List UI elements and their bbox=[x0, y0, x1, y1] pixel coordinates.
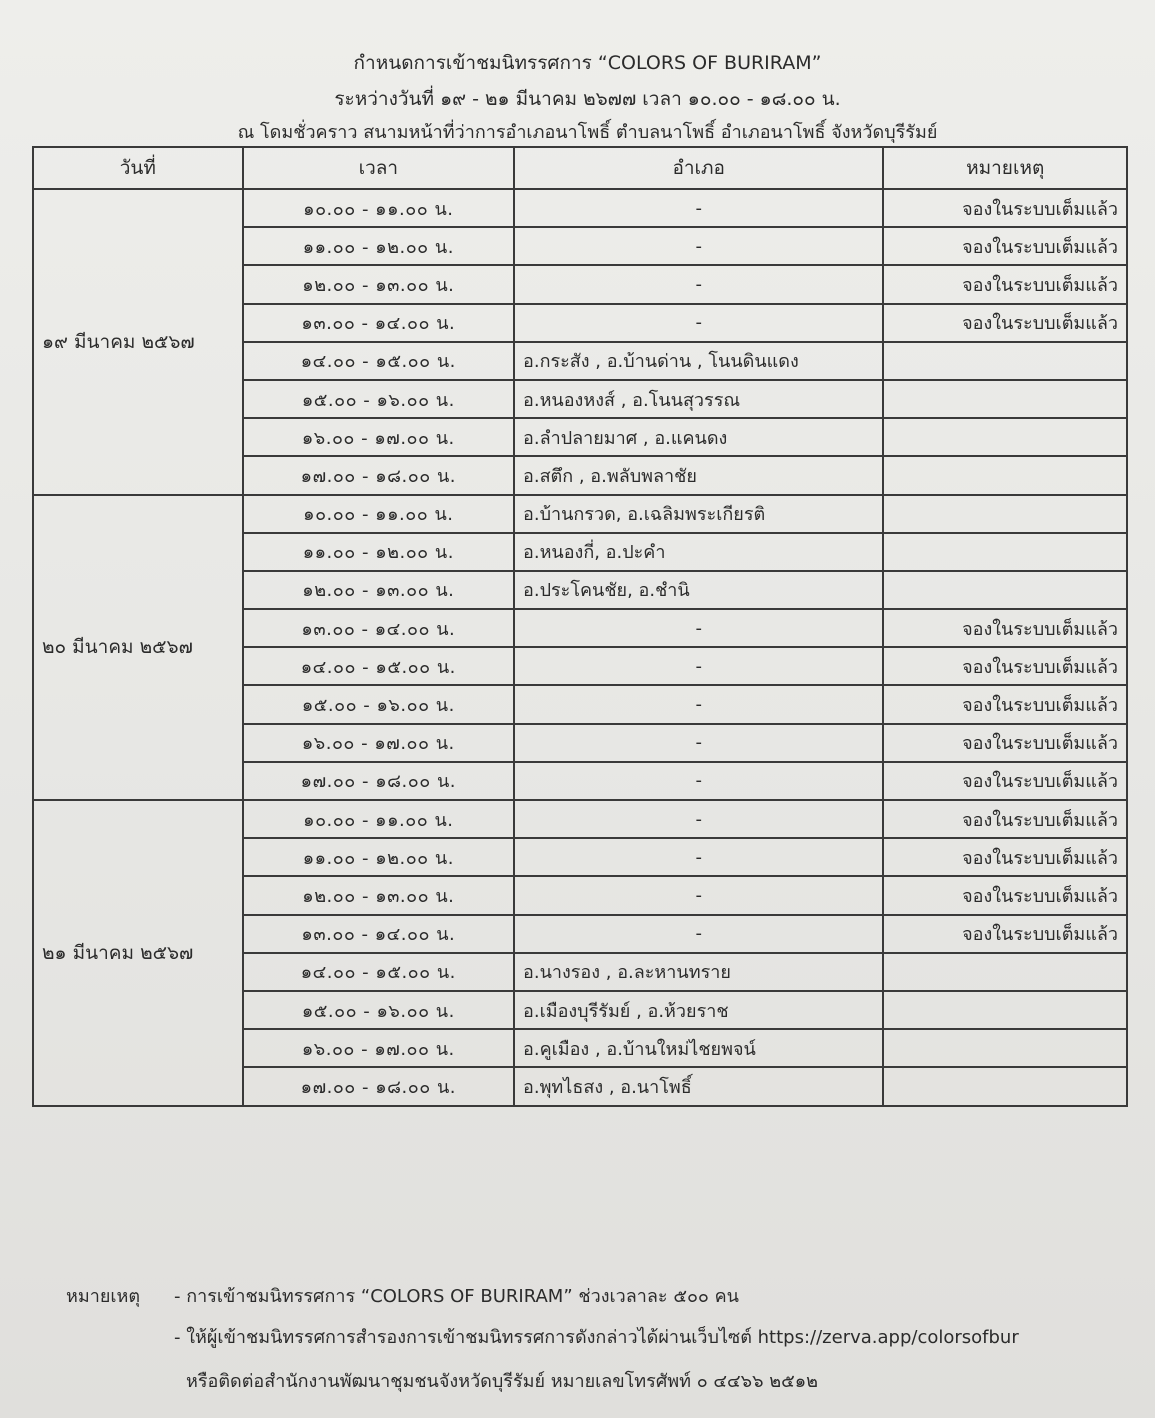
district-cell: - bbox=[514, 800, 883, 838]
document-date-range: ระหว่างวันที่ ๑๙ - ๒๑ มีนาคม ๒๖๗๗ เวลา ๑๐.๐๐ - ๑๘.๐๐ น. bbox=[334, 88, 841, 110]
date-cell: ๑๙ มีนาคม ๒๕๖๗ bbox=[33, 189, 243, 495]
time-cell: ๑๐.๐๐ - ๑๑.๐๐ น. bbox=[243, 189, 514, 227]
time-cell: ๑๖.๐๐ - ๑๗.๐๐ น. bbox=[243, 418, 514, 456]
note-cell bbox=[883, 456, 1127, 494]
note-cell: จองในระบบเต็มแล้ว bbox=[883, 876, 1127, 914]
table-row bbox=[33, 800, 1127, 838]
time-cell: ๑๒.๐๐ - ๑๓.๐๐ น. bbox=[243, 265, 514, 303]
schedule-body bbox=[33, 189, 1127, 1106]
table-row bbox=[33, 189, 1127, 227]
time-cell: ๑๖.๐๐ - ๑๗.๐๐ น. bbox=[243, 724, 514, 762]
footer-label: หมายเหตุ bbox=[66, 1286, 141, 1307]
district-cell: อ.เมืองบุรีรัมย์ , อ.ห้วยราช bbox=[514, 991, 883, 1029]
table-row bbox=[33, 495, 1127, 533]
district-cell: - bbox=[514, 265, 883, 303]
note-cell: จองในระบบเต็มแล้ว bbox=[883, 647, 1127, 685]
column-header-district: อำเภอ bbox=[514, 147, 883, 189]
district-cell: - bbox=[514, 227, 883, 265]
time-cell: ๑๒.๐๐ - ๑๓.๐๐ น. bbox=[243, 571, 514, 609]
column-header-date: วันที่ bbox=[33, 147, 243, 189]
note-cell: จองในระบบเต็มแล้ว bbox=[883, 609, 1127, 647]
district-cell: - bbox=[514, 685, 883, 723]
footer-line-1: - การเข้าชมนิทรรศการ “COLORS OF BURIRAM” ช่วงเวลาละ ๕๐๐ คน bbox=[174, 1286, 739, 1307]
footer-line-3: หรือติดต่อสำนักงานพัฒนาชุมชนจังหวัดบุรีรัมย์ หมายเลขโทรศัพท์ ๐ ๔๔๖๖ ๒๕๑๒ bbox=[186, 1371, 819, 1392]
note-cell: จองในระบบเต็มแล้ว bbox=[883, 265, 1127, 303]
document-venue: ณ โดมชั่วคราว สนามหน้าที่ว่าการอำเภอนาโพธิ์ ตำบลนาโพธิ์ อำเภอนาโพธิ์ จังหวัดบุรีรัมย์ bbox=[237, 122, 938, 143]
note-cell bbox=[883, 418, 1127, 456]
time-cell: ๑๑.๐๐ - ๑๒.๐๐ น. bbox=[243, 227, 514, 265]
table-header-row bbox=[33, 147, 1127, 189]
footer-line-2: - ให้ผู้เข้าชมนิทรรศการสำรองการเข้าชมนิทรรศการดังกล่าวได้ผ่านเว็บไซต์ https://zerva.app/colorsofbur bbox=[174, 1327, 1019, 1348]
note-cell bbox=[883, 571, 1127, 609]
district-cell: - bbox=[514, 762, 883, 800]
time-cell: ๑๖.๐๐ - ๑๗.๐๐ น. bbox=[243, 1029, 514, 1067]
time-cell: ๑๔.๐๐ - ๑๕.๐๐ น. bbox=[243, 953, 514, 991]
note-cell bbox=[883, 1067, 1127, 1105]
date-cell: ๒๑ มีนาคม ๒๕๖๗ bbox=[33, 800, 243, 1106]
note-cell bbox=[883, 495, 1127, 533]
time-cell: ๑๔.๐๐ - ๑๕.๐๐ น. bbox=[243, 647, 514, 685]
district-cell: อ.สตึก , อ.พลับพลาชัย bbox=[514, 456, 883, 494]
note-cell bbox=[883, 953, 1127, 991]
district-cell: อ.นางรอง , อ.ละหานทราย bbox=[514, 953, 883, 991]
note-cell: จองในระบบเต็มแล้ว bbox=[883, 304, 1127, 342]
document-title: กำหนดการเข้าชมนิทรรศการ “COLORS OF BURIRAM” bbox=[353, 52, 822, 74]
district-cell: อ.กระสัง , อ.บ้านด่าน , โนนดินแดง bbox=[514, 342, 883, 380]
district-cell: - bbox=[514, 876, 883, 914]
note-cell bbox=[883, 533, 1127, 571]
time-cell: ๑๗.๐๐ - ๑๘.๐๐ น. bbox=[243, 1067, 514, 1105]
time-cell: ๑๗.๐๐ - ๑๘.๐๐ น. bbox=[243, 456, 514, 494]
district-cell: อ.ลำปลายมาศ , อ.แคนดง bbox=[514, 418, 883, 456]
date-cell: ๒๐ มีนาคม ๒๕๖๗ bbox=[33, 495, 243, 801]
time-cell: ๑๓.๐๐ - ๑๔.๐๐ น. bbox=[243, 609, 514, 647]
note-cell: จองในระบบเต็มแล้ว bbox=[883, 685, 1127, 723]
time-cell: ๑๕.๐๐ - ๑๖.๐๐ น. bbox=[243, 685, 514, 723]
district-cell: อ.คูเมือง , อ.บ้านใหม่ไชยพจน์ bbox=[514, 1029, 883, 1067]
district-cell: - bbox=[514, 647, 883, 685]
time-cell: ๑๑.๐๐ - ๑๒.๐๐ น. bbox=[243, 533, 514, 571]
time-cell: ๑๓.๐๐ - ๑๔.๐๐ น. bbox=[243, 915, 514, 953]
note-cell: จองในระบบเต็มแล้ว bbox=[883, 915, 1127, 953]
district-cell: - bbox=[514, 838, 883, 876]
time-cell: ๑๗.๐๐ - ๑๘.๐๐ น. bbox=[243, 762, 514, 800]
time-cell: ๑๐.๐๐ - ๑๑.๐๐ น. bbox=[243, 495, 514, 533]
note-cell: จองในระบบเต็มแล้ว bbox=[883, 800, 1127, 838]
note-cell: จองในระบบเต็มแล้ว bbox=[883, 189, 1127, 227]
time-cell: ๑๔.๐๐ - ๑๕.๐๐ น. bbox=[243, 342, 514, 380]
note-cell bbox=[883, 1029, 1127, 1067]
district-cell: อ.หนองกี่, อ.ปะคำ bbox=[514, 533, 883, 571]
district-cell: อ.ประโคนชัย, อ.ชำนิ bbox=[514, 571, 883, 609]
column-header-note: หมายเหตุ bbox=[883, 147, 1127, 189]
schedule-table bbox=[32, 146, 1128, 1107]
time-cell: ๑๒.๐๐ - ๑๓.๐๐ น. bbox=[243, 876, 514, 914]
note-cell: จองในระบบเต็มแล้ว bbox=[883, 724, 1127, 762]
note-cell bbox=[883, 991, 1127, 1029]
note-cell bbox=[883, 380, 1127, 418]
time-cell: ๑๕.๐๐ - ๑๖.๐๐ น. bbox=[243, 380, 514, 418]
time-cell: ๑๕.๐๐ - ๑๖.๐๐ น. bbox=[243, 991, 514, 1029]
district-cell: - bbox=[514, 304, 883, 342]
column-header-time: เวลา bbox=[243, 147, 514, 189]
time-cell: ๑๓.๐๐ - ๑๔.๐๐ น. bbox=[243, 304, 514, 342]
district-cell: อ.บ้านกรวด, อ.เฉลิมพระเกียรติ bbox=[514, 495, 883, 533]
note-cell: จองในระบบเต็มแล้ว bbox=[883, 227, 1127, 265]
district-cell: - bbox=[514, 189, 883, 227]
note-cell bbox=[883, 342, 1127, 380]
note-cell: จองในระบบเต็มแล้ว bbox=[883, 838, 1127, 876]
note-cell: จองในระบบเต็มแล้ว bbox=[883, 762, 1127, 800]
district-cell: - bbox=[514, 609, 883, 647]
district-cell: - bbox=[514, 915, 883, 953]
district-cell: - bbox=[514, 724, 883, 762]
time-cell: ๑๑.๐๐ - ๑๒.๐๐ น. bbox=[243, 838, 514, 876]
time-cell: ๑๐.๐๐ - ๑๑.๐๐ น. bbox=[243, 800, 514, 838]
footer-note-1 bbox=[66, 1281, 739, 1310]
district-cell: อ.หนองหงส์ , อ.โนนสุวรรณ bbox=[514, 380, 883, 418]
district-cell: อ.พุทไธสง , อ.นาโพธิ์ bbox=[514, 1067, 883, 1105]
